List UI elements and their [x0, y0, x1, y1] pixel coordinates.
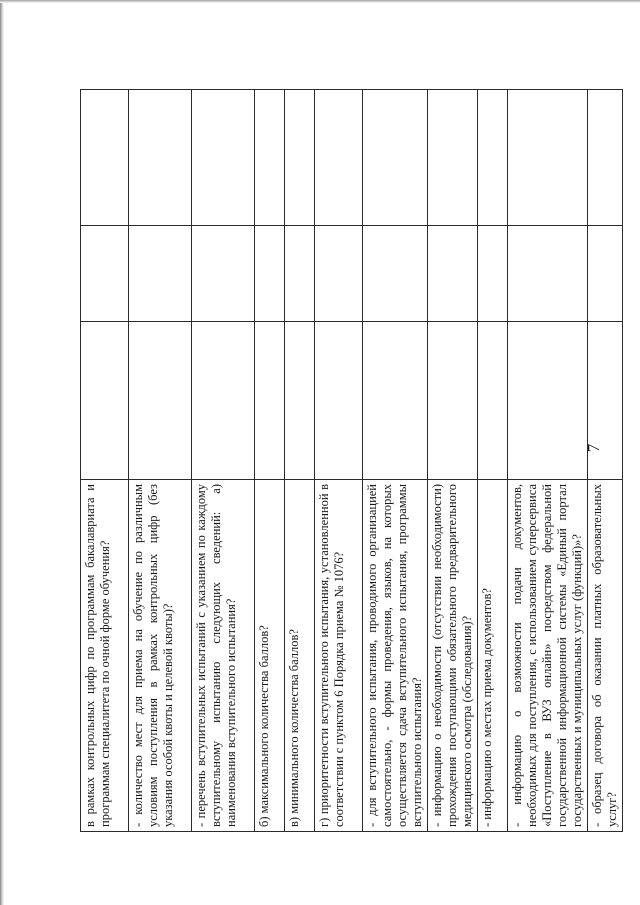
question-cell: - перечень вступительных испытаний с указанием по каждому вступительному испытанию следующих сведений: а) наименования вступительного испытания? — [192, 480, 255, 832]
note-cell — [129, 226, 192, 322]
table-row — [588, 90, 623, 832]
answer-cell — [192, 322, 255, 480]
table-row — [428, 90, 478, 832]
checklist-table — [80, 89, 623, 832]
answer-cell — [363, 322, 428, 480]
table-rotation-wrapper — [80, 90, 619, 832]
question-cell: - информацию о необходимости (отсутствии необходимости) прохождения поступающими обязательного предварительного медицинского осмотра (обследования)? — [428, 480, 478, 832]
answer-cell — [255, 322, 285, 480]
note-cell — [508, 226, 588, 322]
answer-cell — [428, 322, 478, 480]
answer-cell — [478, 322, 508, 480]
question-cell: в) минимального количества баллов? — [285, 480, 315, 832]
table-row — [255, 90, 285, 832]
remark-cell — [285, 90, 315, 226]
table-row — [285, 90, 315, 832]
answer-cell — [315, 322, 363, 480]
question-cell: - образец договора об оказании платных образовательных услуг? — [588, 480, 623, 832]
answer-cell — [588, 322, 623, 480]
answer-cell — [81, 322, 129, 480]
answer-cell — [508, 322, 588, 480]
note-cell — [192, 226, 255, 322]
remark-cell — [363, 90, 428, 226]
question-cell: - информацию о местах приема документов? — [478, 480, 508, 832]
answer-cell — [285, 322, 315, 480]
table-row — [81, 90, 129, 832]
rotated-table-container — [80, 90, 619, 832]
note-cell — [81, 226, 129, 322]
table-row — [315, 90, 363, 832]
remark-cell — [81, 90, 129, 226]
remark-cell — [315, 90, 363, 226]
question-cell: б) максимального количества баллов? — [255, 480, 285, 832]
note-cell — [428, 226, 478, 322]
question-cell: - информацию о возможности подачи документов, необходимых для поступления, с использованием суперсервиса «Поступление в ВУЗ онлайн» посредством федеральной государственной информационной системы «Единый портал государственных и муниципальных услуг (функций)»? — [508, 480, 588, 832]
table-row — [478, 90, 508, 832]
question-cell: г) приоритетности вступительного испытания, установленной в соответствии с пунктом 6 Порядка приема № 1076? — [315, 480, 363, 832]
scan-edge-left — [0, 0, 4, 905]
note-cell — [255, 226, 285, 322]
table-row — [363, 90, 428, 832]
note-cell — [363, 226, 428, 322]
page-number: 7 — [584, 443, 603, 453]
table-row — [129, 90, 192, 832]
question-cell: - для вступительного испытания, проводимого организацией самостоятельно, - формы проведения, языков, на которых осуществляется сдача вступительного испытания, программы вступительного испытания? — [363, 480, 428, 832]
question-cell: - количество мест для приема на обучение по различным условиям поступления в рамках контрольных цифр (без указания особой квоты и целевой квоты)? — [129, 480, 192, 832]
remark-cell — [478, 90, 508, 226]
remark-cell — [588, 90, 623, 226]
question-cell: в рамках контрольных цифр по программам бакалавриата и программам специалитета по очной форме обучения? — [81, 480, 129, 832]
remark-cell — [255, 90, 285, 226]
answer-cell — [129, 322, 192, 480]
table-body — [81, 90, 623, 832]
scan-edge-top — [0, 0, 640, 3]
remark-cell — [192, 90, 255, 226]
remark-cell — [129, 90, 192, 226]
note-cell — [588, 226, 623, 322]
remark-cell — [508, 90, 588, 226]
note-cell — [315, 226, 363, 322]
note-cell — [478, 226, 508, 322]
table-row — [508, 90, 588, 832]
remark-cell — [428, 90, 478, 226]
note-cell — [285, 226, 315, 322]
table-row — [192, 90, 255, 832]
